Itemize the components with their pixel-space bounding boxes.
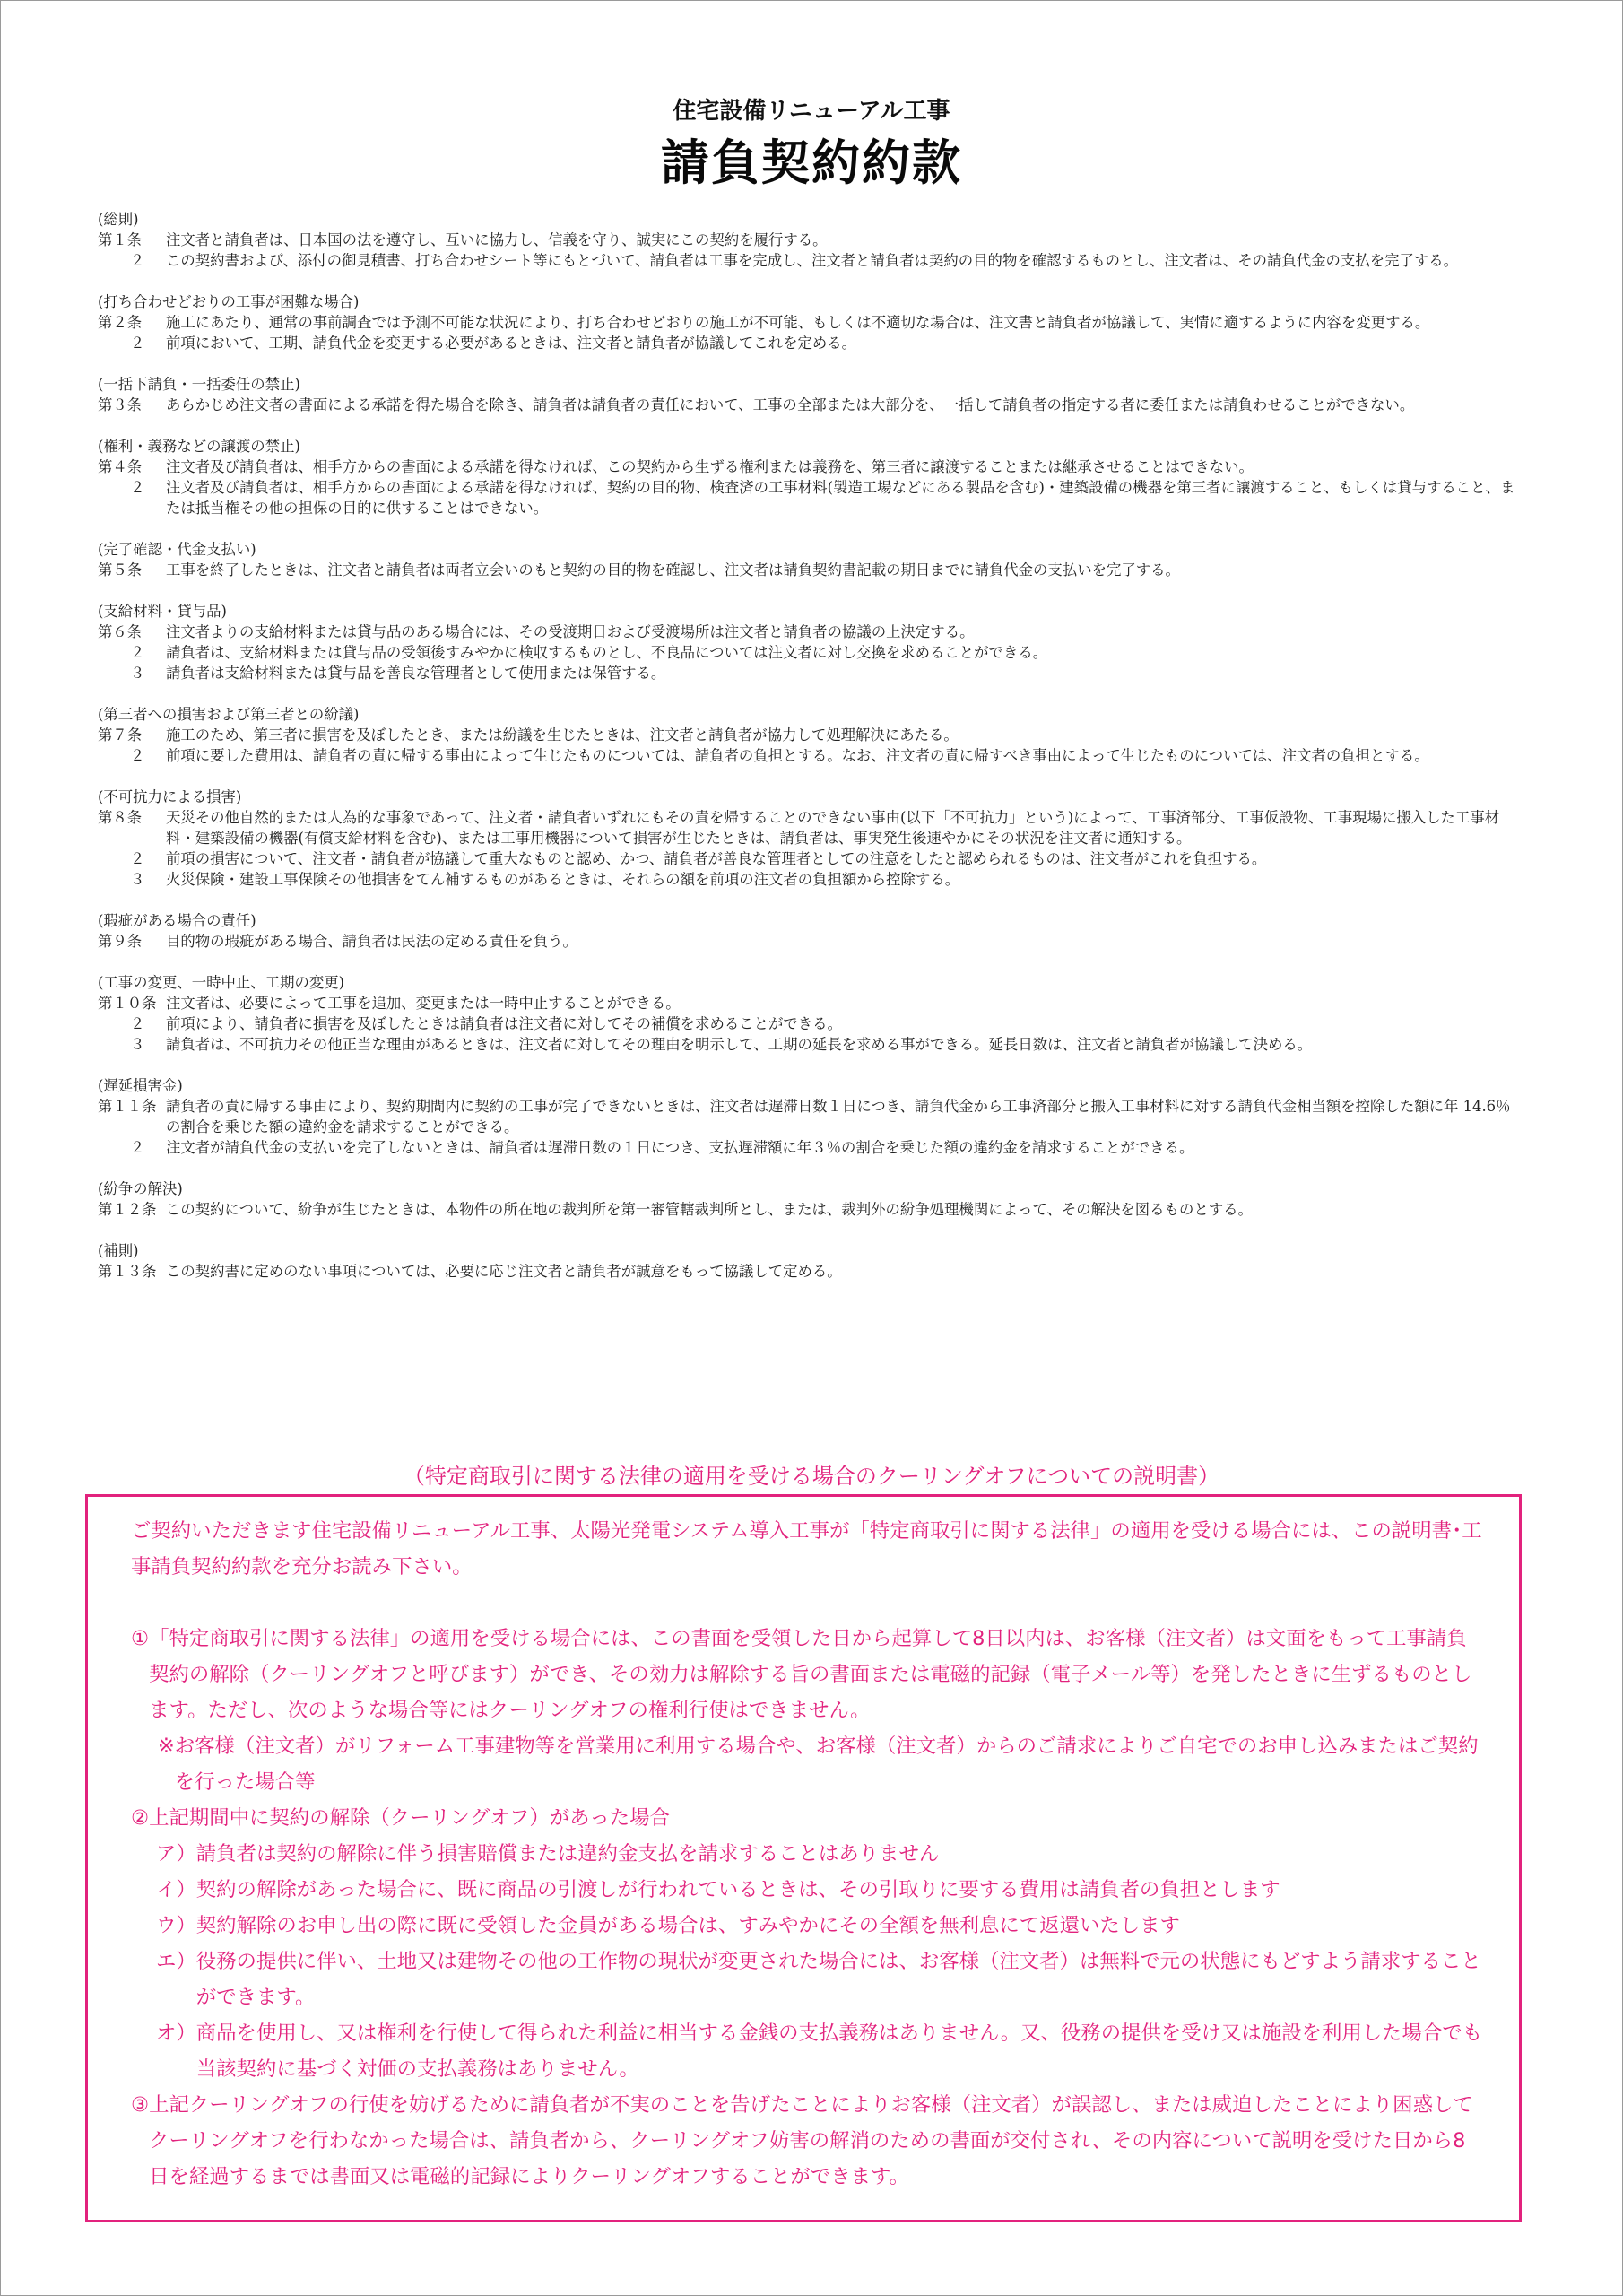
- clause-number: 第１１条: [98, 1098, 157, 1115]
- sub-item-text: 契約の解除があった場合に、既に商品の引渡しが行われているときは、その引取りに要する費用は請負者の負担とします: [195, 1878, 1280, 1901]
- clause-number: 第２条: [98, 314, 143, 331]
- point-marker: ③: [131, 2093, 150, 2117]
- cooling-off-point-3: [131, 2087, 1483, 2195]
- article-clause: [98, 1096, 1523, 1137]
- sub-item-marker: イ）: [156, 1878, 196, 1901]
- clause-number: 第８条: [98, 809, 143, 826]
- point-text: 上記クーリングオフの行使を妨げるために請負者が不実のことを告げたことによりお客様（注文者）が誤認し、または威迫したことにより困惑してクーリングオフを行わなかった場合は、請負者から、クーリングオフ妨害の解消のための書面が交付され、その内容について説明を受けた日から8日を経過するまでは書面又は電磁的記録によりクーリングオフすることができます。: [149, 2093, 1473, 2188]
- cooling-off-sub-item: [131, 1872, 1483, 1908]
- article-clause: [98, 869, 1523, 890]
- article-heading: (補則): [98, 1242, 139, 1259]
- clause-text: あらかじめ注文者の書面による承諾を得た場合を除き、請負者は請負者の責任において、工事の全部または大部分を、一括して請負者の指定する者に委任または請負わせることができない。: [166, 396, 1415, 413]
- clause-text: 請負者の責に帰する事由により、契約期間内に契約の工事が完了できないときは、注文者は遅滞日数１日につき、請負代金から工事済部分と搬入工事材料に対する請負代金相当額を控除した額に年 14.6％の割合を乗じた額の違約金を請求することができる。: [166, 1098, 1511, 1135]
- clause-text: 施工のため、第三者に損害を及ぼしたとき、または紛議を生じたときは、注文者と請負者が協力して処理解決にあたる。: [166, 726, 959, 744]
- clause-number: 第１３条: [98, 1263, 157, 1280]
- article-section: [98, 539, 1523, 580]
- sub-item-text: 商品を使用し、又は権利を行使して得られた利益に相当する金銭の支払義務はありません。又、役務の提供を受け又は施設を利用した場合でも当該契約に基づく対価の支払義務はありません。: [195, 2022, 1483, 2081]
- article-section: [98, 291, 1523, 353]
- clause-number: ２: [130, 1139, 145, 1156]
- point-marker: ②: [131, 1806, 150, 1830]
- clause-text: 目的物の瑕疵がある場合、請負者は民法の定める責任を負う。: [166, 933, 577, 950]
- document-subtitle: 住宅設備リニューアル工事: [673, 98, 950, 125]
- cooling-off-box: [85, 1494, 1522, 2222]
- clause-text: 注文者が請負代金の支払いを完了しないときは、請負者は遅滞日数の１日につき、支払遅滞額に年３％の割合を乗じた額の違約金を請求することができる。: [166, 1139, 1194, 1156]
- clause-number: ３: [130, 665, 145, 682]
- note-marker: ※: [158, 1735, 175, 1758]
- clause-text: この契約書および、添付の御見積書、打ち合わせシート等にもとづいて、請負者は工事を完成し、注文者と請負者は契約の目的物を確認するものとし、注文者は、その請負代金の支払を完了する。: [166, 252, 1459, 269]
- article-section: [98, 787, 1523, 890]
- document-title: 請負契約約款: [661, 135, 962, 191]
- article-clause: [98, 725, 1523, 745]
- article-clause: [98, 993, 1523, 1013]
- article-heading: (紛争の解決): [98, 1180, 183, 1197]
- clause-number: ２: [130, 644, 145, 661]
- clause-text: 請負者は、支給材料または貸与品の受領後すみやかに検収するものとし、不良品については注文者に対し交換を求めることができる。: [166, 644, 1048, 661]
- clause-number: 第３条: [98, 396, 143, 413]
- sub-item-text: 請負者は契約の解除に伴う損害賠償または違約金支払を請求することはありません: [195, 1842, 940, 1866]
- article-clause: [98, 1261, 1523, 1282]
- sub-item-marker: ウ）: [156, 1914, 196, 1937]
- clause-number: 第１２条: [98, 1201, 157, 1218]
- clause-number: ２: [130, 747, 145, 764]
- article-section: [98, 436, 1523, 518]
- article-clause: [98, 395, 1523, 415]
- clause-number: 第９条: [98, 933, 143, 950]
- article-clause: [98, 1137, 1523, 1158]
- clause-number: ２: [130, 252, 145, 269]
- article-section: [98, 601, 1523, 683]
- article-clause: [98, 663, 1523, 683]
- sub-item-marker: エ）: [156, 1950, 196, 1973]
- clause-number: 第５条: [98, 561, 143, 578]
- point-text: 「特定商取引に関する法律」の適用を受ける場合には、この書面を受領した日から起算して8日以内は、お客様（注文者）は文面をもって工事請負契約の解除（クーリングオフと呼びます）ができ、その効力は解除する旨の書面または電磁的記録（電子メール等）を発したときに生ずるものとします。ただし、次のような場合等にはクーリングオフの権利行使はできません。: [149, 1627, 1472, 1722]
- clause-number: 第７条: [98, 726, 143, 744]
- clause-number: ２: [130, 1015, 145, 1032]
- clause-text: 注文者及び請負者は、相手方からの書面による承諾を得なければ、この契約から生ずる権利または義務を、第三者に譲渡することまたは継承させることはできない。: [166, 458, 1254, 475]
- clause-text: この契約書に定めのない事項については、必要に応じ注文者と請負者が誠意をもって協議して定める。: [166, 1263, 842, 1280]
- clause-number: 第４条: [98, 458, 143, 475]
- clause-text: 火災保険・建設工事保険その他損害をてん補するものがあるときは、それらの額を前項の注文者の負担額から控除する。: [166, 871, 960, 888]
- clause-text: 請負者は支給材料または貸与品を善良な管理者として使用または保管する。: [166, 665, 666, 682]
- cooling-off-point-1-note: [131, 1728, 1483, 1800]
- cooling-off-point-2-items: [131, 1836, 1483, 2087]
- article-section: [98, 209, 1523, 271]
- article-heading: (一括下請負・一括委任の禁止): [98, 376, 300, 393]
- sub-item-marker: ア）: [156, 1842, 196, 1866]
- clause-number: 第１条: [98, 231, 143, 248]
- article-heading: (総則): [98, 211, 139, 228]
- article-section: [98, 972, 1523, 1055]
- clause-text: 前項において、工期、請負代金を変更する必要があるときは、注文者と請負者が協議してこれを定める。: [166, 335, 857, 352]
- article-clause: [98, 333, 1523, 353]
- clause-text: 注文者は、必要によって工事を追加、変更または一時中止することができる。: [166, 995, 681, 1012]
- article-section: [98, 1075, 1523, 1158]
- article-clause: [98, 1013, 1523, 1034]
- point-marker: ①: [131, 1627, 150, 1650]
- clause-text: 請負者は、不可抗力その他正当な理由があるときは、注文者に対してその理由を明示して、工期の延長を求める事ができる。延長日数は、注文者と請負者が協議して決める。: [166, 1036, 1313, 1053]
- article-clause: [98, 230, 1523, 250]
- clause-number: 第１０条: [98, 995, 157, 1012]
- sub-item-text: 役務の提供に伴い、土地又は建物その他の工作物の現状が変更された場合には、お客様（注文者）は無料で元の状態にもどすよう請求することができます。: [195, 1950, 1481, 2009]
- note-text: お客様（注文者）がリフォーム工事建物等を営業用に利用する場合や、お客様（注文者）からのご請求によりご自宅でのお申し込みまたはご契約を行った場合等: [174, 1735, 1479, 1794]
- article-clause: [98, 642, 1523, 663]
- cooling-off-title: （特定商取引に関する法律の適用を受ける場合のクーリングオフについての説明書）: [403, 1464, 1220, 1489]
- article-heading: (遅延損害金): [98, 1077, 183, 1094]
- article-heading: (打ち合わせどおりの工事が困難な場合): [98, 293, 360, 310]
- clause-number: ２: [130, 850, 145, 867]
- article-heading: (瑕疵がある場合の責任): [98, 912, 256, 929]
- clause-number: ３: [130, 871, 145, 888]
- clause-text: 天災その他自然的または人為的な事象であって、注文者・請負者いずれにもその責を帰することのできない事由(以下「不可抗力」という)によって、工事済部分、工事仮設物、工事現場に搬入した工事材料・建築設備の機器(有償支給材料を含む)、または工事用機器について損害が生じたときは、請負者は、事実発生後速やかにその状況を注文者に通知する。: [166, 809, 1500, 847]
- article-clause: [98, 1034, 1523, 1055]
- clause-text: 前項により、請負者に損害を及ぼしたときは請負者は注文者に対してその補償を求めることができる。: [166, 1015, 842, 1032]
- contract-articles: [98, 209, 1523, 1302]
- cooling-off-sub-item: [131, 1836, 1483, 1872]
- article-heading: (第三者への損害および第三者との紛議): [98, 706, 360, 723]
- clause-number: ２: [130, 335, 145, 352]
- cooling-off-intro: ご契約いただきます住宅設備リニューアル工事、太陽光発電システム導入工事が「特定商取引に関する法律」の適用を受ける場合には、この説明書･工事請負契約約款を充分お読み下さい。: [131, 1519, 1482, 1578]
- article-section: [98, 704, 1523, 766]
- article-clause: [98, 931, 1523, 952]
- clause-text: 注文者よりの支給材料または貸与品のある場合には、その受渡期日および受渡場所は注文者と請負者の協議の上決定する。: [166, 623, 975, 640]
- article-clause: [98, 477, 1523, 518]
- article-clause: [98, 312, 1523, 333]
- cooling-off-point-1: [131, 1621, 1483, 1728]
- article-heading: (不可抗力による損害): [98, 788, 242, 805]
- article-heading: (支給材料・貸与品): [98, 603, 227, 620]
- article-clause: [98, 560, 1523, 580]
- clause-number: 第６条: [98, 623, 143, 640]
- clause-text: この契約について、紛争が生じたときは、本物件の所在地の裁判所を第一審管轄裁判所とし、または、裁判外の紛争処理機関によって、その解決を図るものとする。: [166, 1201, 1253, 1218]
- article-section: [98, 1240, 1523, 1282]
- clause-text: 工事を終了したときは、注文者と請負者は両者立会いのもと契約の目的物を確認し、注文者は請負契約書記載の期日までに請負代金の支払いを完了する。: [166, 561, 1180, 578]
- article-section: [98, 374, 1523, 415]
- cooling-off-point-2: [131, 1800, 1483, 1836]
- clause-number: ３: [130, 1036, 145, 1053]
- clause-text: 注文者及び請負者は、相手方からの書面による承諾を得なければ、契約の目的物、検査済の工事材料(製造工場などにある製品を含む)・建築設備の機器を第三者に譲渡すること、もしくは貸与すること、または抵当権その他の担保の目的に供することはできない。: [166, 479, 1515, 517]
- article-clause: [98, 745, 1523, 766]
- sub-item-text: 契約解除のお申し出の際に既に受領した金員がある場合は、すみやかにその全額を無利息にて返還いたします: [195, 1914, 1180, 1937]
- article-clause: [98, 807, 1523, 848]
- sub-item-marker: オ）: [156, 2022, 196, 2045]
- article-section: [98, 1178, 1523, 1220]
- clause-text: 注文者と請負者は、日本国の法を遵守し、互いに協力し、信義を守り、誠実にこの契約を履行する。: [166, 231, 828, 248]
- article-clause: [98, 848, 1523, 869]
- cooling-off-sub-item: [131, 2015, 1483, 2087]
- clause-text: 前項の損害について、注文者・請負者が協議して重大なものと認め、かつ、請負者が善良な管理者としての注意をしたと認められるものは、注文者がこれを負担する。: [166, 850, 1267, 867]
- cooling-off-sub-item: [131, 1908, 1483, 1944]
- article-clause: [98, 622, 1523, 642]
- point-text: 上記期間中に契約の解除（クーリングオフ）があった場合: [149, 1806, 670, 1830]
- article-section: [98, 910, 1523, 952]
- article-heading: (権利・義務などの譲渡の禁止): [98, 438, 300, 455]
- article-heading: (工事の変更、一時中止、工期の変更): [98, 974, 345, 991]
- clause-number: ２: [130, 479, 145, 496]
- clause-text: 前項に要した費用は、請負者の責に帰する事由によって生じたものについては、請負者の負担とする。なお、注文者の責に帰すべき事由によって生じたものについては、注文者の負担とする。: [166, 747, 1429, 764]
- article-clause: [98, 1199, 1523, 1220]
- article-clause: [98, 250, 1523, 271]
- article-clause: [98, 457, 1523, 477]
- clause-text: 施工にあたり、通常の事前調査では予測不可能な状況により、打ち合わせどおりの施工が不可能、もしくは不適切な場合は、注文書と請負者が協議して、実情に適するように内容を変更する。: [166, 314, 1430, 331]
- cooling-off-sub-item: [131, 1944, 1483, 2015]
- article-heading: (完了確認・代金支払い): [98, 541, 256, 558]
